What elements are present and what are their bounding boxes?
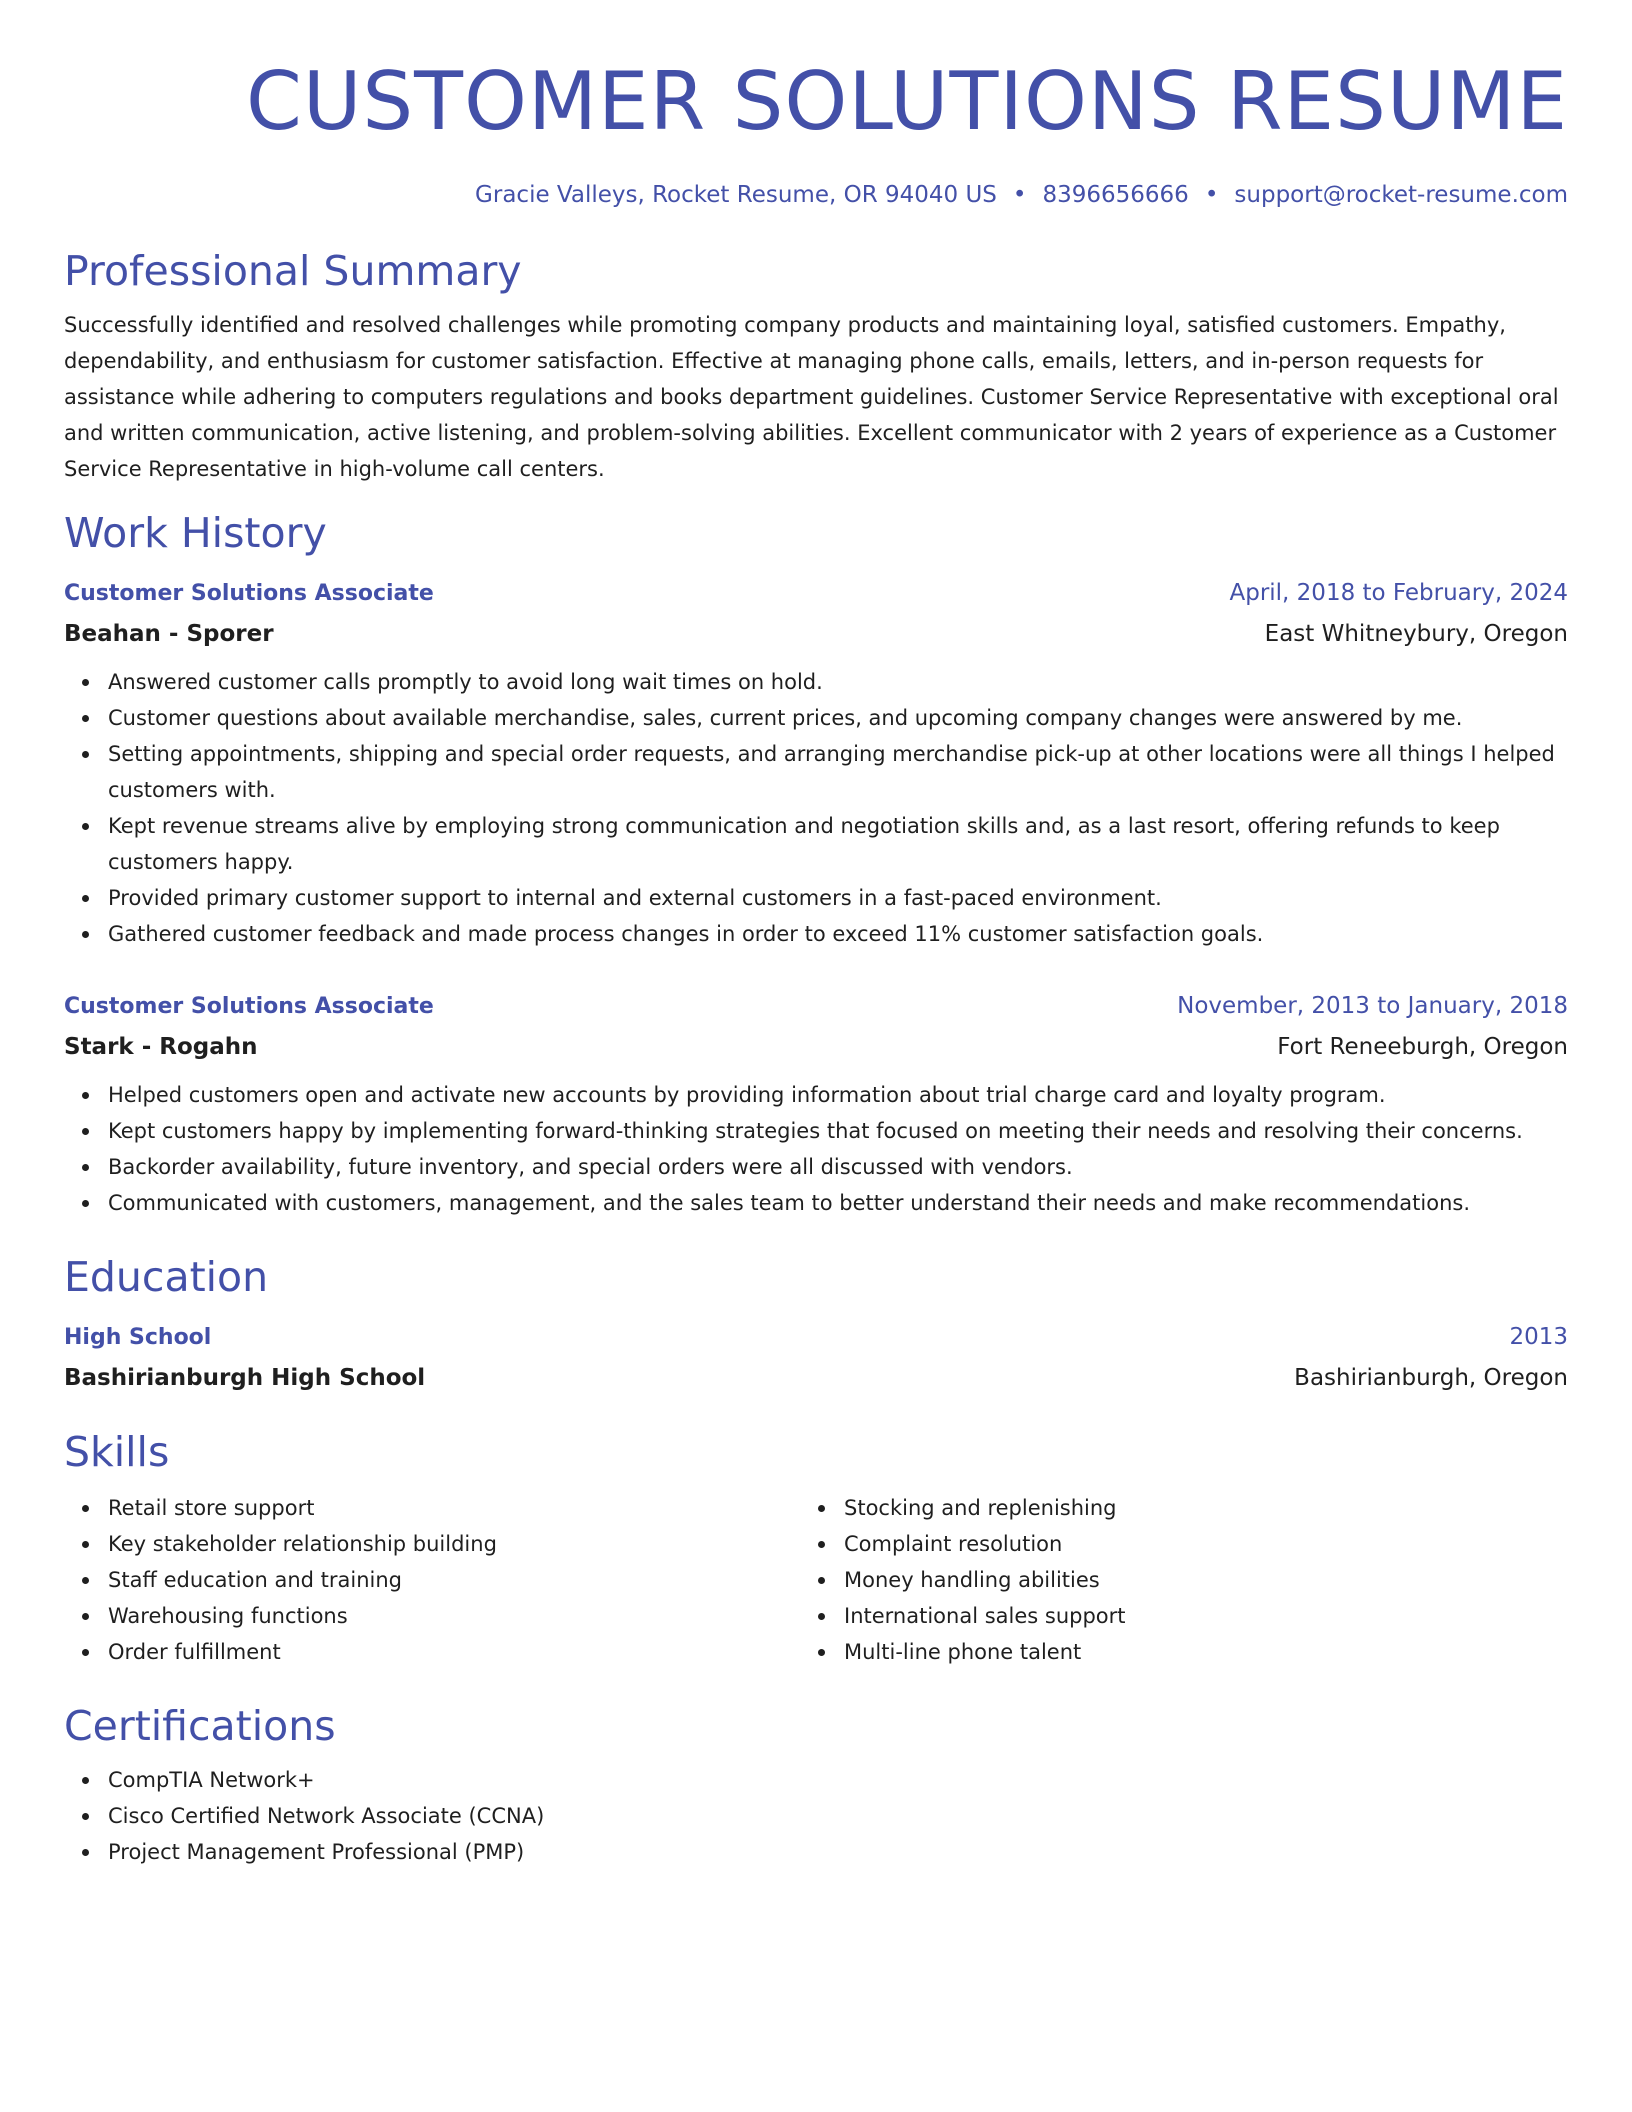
skill-item: Money handling abilities <box>844 1562 1400 1598</box>
skill-item: Warehousing functions <box>108 1598 800 1634</box>
job-company: Beahan - Sporer <box>64 621 274 647</box>
job-bullet: Kept revenue streams alive by employing strong communication and negotiation skills and, as a last resort, offering refunds to keep customers happy. <box>108 808 1568 880</box>
summary-text: Successfully identified and resolved challenges while promoting company products and maintaining loyal, satisfied customers. Empathy, dependability, and enthusiasm for customer satisfaction. Effective at managing phone calls, emails, letters, and in-person requests for assistance while adhering to computers regulations and books department guidelines. Customer Service Representative with exceptional oral and written communication, active listening, and problem-solving abilities. Excellent communicator with 2 years of experience as a Customer Service Representative in high-volume call centers. <box>64 313 1559 481</box>
job-entry <box>64 573 1568 952</box>
job-company-row <box>64 614 1568 654</box>
job-dates: November, 2013 to January, 2018 <box>1177 993 1568 1019</box>
education-degree: High School <box>64 1325 212 1350</box>
certification-item: Cisco Certified Network Associate (CCNA) <box>108 1798 1568 1834</box>
contact-email: support@rocket-resume.com <box>1234 182 1568 208</box>
job-header-row <box>64 986 1568 1027</box>
education-entry <box>64 1317 1568 1398</box>
job-bullet: Setting appointments, shipping and special order requests, and arranging merchandise pick-up at other locations were all things I helped customers with. <box>108 736 1568 808</box>
contact-address: Gracie Valleys, Rocket Resume, OR 94040 US <box>475 182 997 208</box>
job-company: Stark - Rogahn <box>64 1034 258 1060</box>
section-title-work-history: Work History <box>64 509 327 557</box>
education-school-row <box>64 1358 1568 1398</box>
job-bullet: Gathered customer feedback and made process changes in order to exceed 11% customer satisfaction goals. <box>108 916 1568 952</box>
contact-phone: 8396656666 <box>1042 182 1189 208</box>
job-header-row <box>64 573 1568 614</box>
resume-header <box>64 0 1568 210</box>
job-bullet: Helped customers open and activate new accounts by providing information about trial charge card and loyalty program. <box>108 1077 1568 1113</box>
job-location: East Whitneybury, Oregon <box>1264 621 1568 647</box>
skill-item: Retail store support <box>108 1490 800 1526</box>
contact-separator: • <box>1204 182 1219 208</box>
skill-item: Staff education and training <box>108 1562 800 1598</box>
job-bullet: Provided primary customer support to internal and external customers in a fast-paced environment. <box>108 880 1568 916</box>
job-entry <box>64 986 1568 1221</box>
contact-line <box>64 180 1568 210</box>
certification-item: Project Management Professional (PMP) <box>108 1834 1568 1870</box>
skill-item: Order fulfillment <box>108 1634 800 1670</box>
job-role: Customer Solutions Associate <box>64 581 434 606</box>
certification-item: CompTIA Network+ <box>108 1762 1568 1798</box>
job-location: Fort Reneeburgh, Oregon <box>1277 1034 1568 1060</box>
job-role: Customer Solutions Associate <box>64 994 434 1019</box>
skill-item: Complaint resolution <box>844 1526 1400 1562</box>
job-bullet: Communicated with customers, management, and the sales team to better understand their needs and make recommendations. <box>108 1185 1568 1221</box>
job-dates: April, 2018 to February, 2024 <box>1229 580 1568 606</box>
skills-column-left <box>64 1490 800 1670</box>
education-location: Bashirianburgh, Oregon <box>1294 1365 1568 1391</box>
skills-list-left <box>64 1490 800 1670</box>
section-title-skills: Skills <box>64 1428 170 1476</box>
skill-item: Multi-line phone talent <box>844 1634 1400 1670</box>
job-company-row <box>64 1027 1568 1067</box>
certifications-list <box>64 1762 1568 1870</box>
skill-item: Key stakeholder relationship building <box>108 1526 800 1562</box>
section-title-summary: Professional Summary <box>64 247 522 295</box>
job-bullet: Backorder availability, future inventory, and special orders were all discussed with vendors. <box>108 1149 1568 1185</box>
education-year: 2013 <box>1509 1324 1568 1350</box>
education-school: Bashirianburgh High School <box>64 1365 426 1391</box>
contact-separator: • <box>1012 182 1027 208</box>
job-bullets <box>64 664 1568 952</box>
job-bullet: Customer questions about available merchandise, sales, current prices, and upcoming company changes were answered by me. <box>108 700 1568 736</box>
skills-list-right <box>800 1490 1400 1670</box>
section-title-education: Education <box>64 1253 269 1301</box>
skill-item: Stocking and replenishing <box>844 1490 1400 1526</box>
section-title-certifications: Certifications <box>64 1702 336 1750</box>
job-bullets <box>64 1077 1568 1221</box>
skill-item: International sales support <box>844 1598 1400 1634</box>
job-bullet: Answered customer calls promptly to avoid long wait times on hold. <box>108 664 1568 700</box>
skills-column-right <box>800 1490 1400 1670</box>
job-bullet: Kept customers happy by implementing forward-thinking strategies that focused on meeting their needs and resolving their concerns. <box>108 1113 1568 1149</box>
education-header-row <box>64 1317 1568 1358</box>
skills-columns <box>64 1490 1568 1670</box>
resume-title: CUSTOMER SOLUTIONS RESUME <box>245 55 1568 148</box>
